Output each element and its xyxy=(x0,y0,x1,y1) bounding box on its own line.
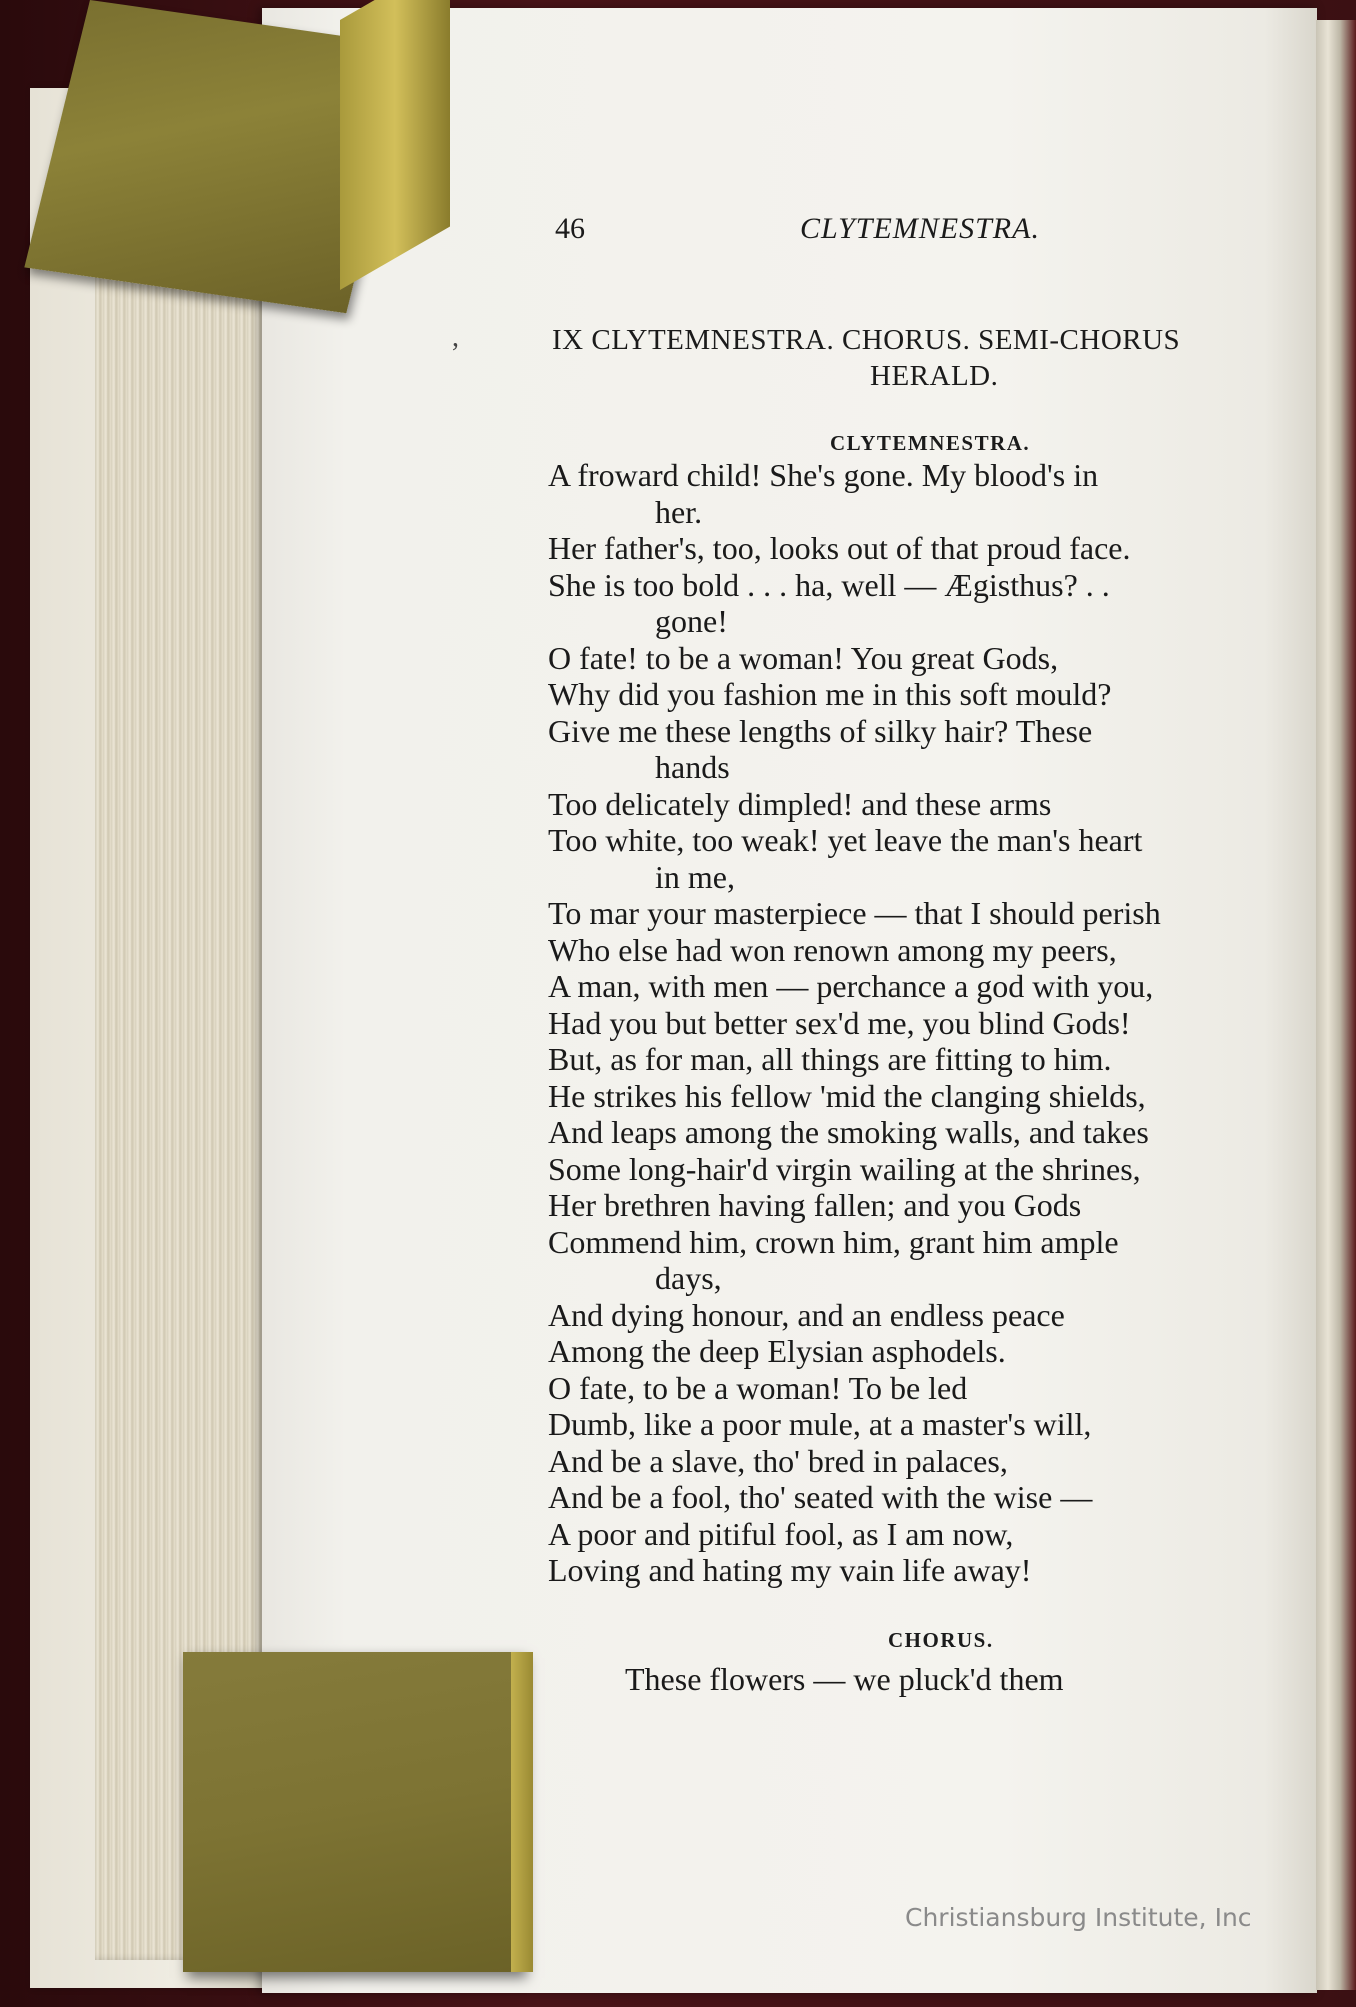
verse-line: Why did you fashion me in this soft mould? xyxy=(548,676,1112,712)
top-brass-weight xyxy=(90,0,460,300)
speaker-chorus: CHORUS. xyxy=(888,1628,994,1652)
verse-line: And dying honour, and an endless peace xyxy=(548,1296,1065,1333)
verse-line: Her brethren having fallen; and you Gods xyxy=(548,1187,1082,1223)
verse-line: O fate! to be a woman! You great Gods, xyxy=(548,639,1059,676)
verse-block xyxy=(548,457,1318,1589)
verse-line: And leaps among the smoking walls, and takes xyxy=(548,1114,1149,1150)
verse-line: O fate, to be a woman! To be led xyxy=(548,1369,968,1406)
verse-line: A froward child! She's gone. My blood's in xyxy=(548,457,1099,493)
verse-line: Who else had won renown among my peers, xyxy=(548,931,1117,968)
verse-continuation-line: days, xyxy=(655,1260,722,1296)
chorus-first-line: These flowers — we pluck'd them xyxy=(625,1661,1064,1697)
watermark-text: Christiansburg Institute, Inc xyxy=(905,1903,1252,1932)
verse-line: To mar your masterpiece — that I should perish xyxy=(548,895,1161,931)
verse-continuation-line: her. xyxy=(655,493,703,530)
verse-line: Her father's, too, looks out of that proud face. xyxy=(548,530,1131,566)
verse-line: And be a fool, tho' seated with the wise — xyxy=(548,1479,1093,1515)
verse-line: Among the deep Elysian asphodels. xyxy=(548,1333,1006,1369)
verse-line: Too white, too weak! yet leave the man's heart xyxy=(548,822,1143,858)
verse-line: A man, with men — perchance a god with you, xyxy=(548,968,1154,1004)
page-number: 46 xyxy=(555,212,585,245)
verse-continuation-line: hands xyxy=(655,749,730,785)
top-weight-side xyxy=(340,0,450,290)
verse-continuation-line: in me, xyxy=(655,858,735,895)
verse-continuation-line: gone! xyxy=(655,603,728,639)
verse-line: Some long-hair'd virgin wailing at the shrines, xyxy=(548,1150,1141,1187)
verse-line: He strikes his fellow 'mid the clanging shields, xyxy=(548,1077,1146,1114)
verse-line: Dumb, like a poor mule, at a master's will, xyxy=(548,1406,1092,1442)
scene-heading-line-2: HERALD. xyxy=(870,360,999,392)
bottom-weight-side xyxy=(511,1652,533,1972)
margin-mark: , xyxy=(452,322,459,353)
verse-line: Too delicately dimpled! and these arms xyxy=(548,785,1052,822)
verse-line: Loving and hating my vain life away! xyxy=(548,1552,1032,1588)
verse-line: Had you but better sex'd me, you blind Gods! xyxy=(548,1004,1131,1041)
bottom-brass-weight xyxy=(183,1652,523,1972)
verse-line: Commend him, crown him, grant him ample xyxy=(548,1223,1119,1260)
verse-line: A poor and pitiful fool, as I am now, xyxy=(548,1515,1014,1552)
verse-line: But, as for man, all things are fitting to him. xyxy=(548,1041,1112,1077)
verse-line: She is too bold . . . ha, well — Ægisthus? . . xyxy=(548,566,1110,603)
speaker-clytemnestra: CLYTEMNESTRA. xyxy=(830,431,1031,455)
verse-line: Give me these lengths of silky hair? These xyxy=(548,712,1093,749)
scene-heading xyxy=(552,322,1312,394)
page-right-edge xyxy=(1316,20,1356,1990)
scene-heading-line-1: IX CLYTEMNESTRA. CHORUS. SEMI-CHORUS xyxy=(552,324,1181,356)
verse-line: And be a slave, tho' bred in palaces, xyxy=(548,1442,1008,1479)
running-head: CLYTEMNESTRA. xyxy=(800,212,1040,245)
